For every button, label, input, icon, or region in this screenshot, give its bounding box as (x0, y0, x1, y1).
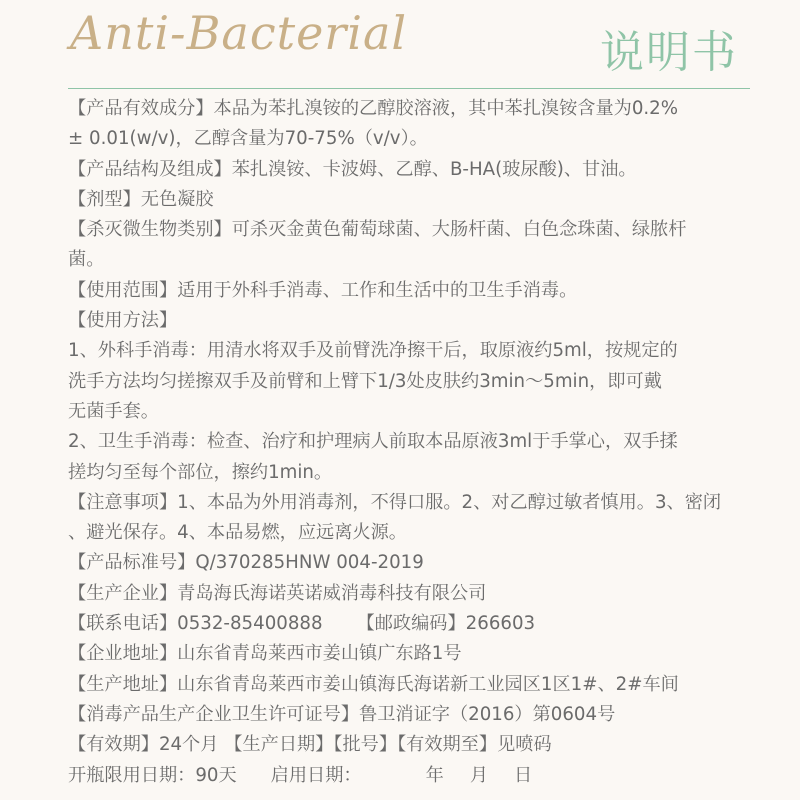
opening-limit-text: 开瓶限用日期：90天 (68, 764, 237, 786)
header-divider (68, 88, 750, 89)
text-line: 【生产地址】山东省青岛莱西市姜山镇海氏海诺新工业园区1区1#、2#车间 (68, 673, 679, 695)
expiry-line (68, 730, 748, 760)
start-date-label: 启用日期： (270, 764, 362, 786)
text-line: 【生产企业】青岛海氏海诺英诺威消毒科技有限公司 (68, 582, 487, 604)
validity-text: 【有效期】24个月 (68, 734, 219, 756)
text-line: 【产品结构及组成】苯扎溴铵、卡波姆、乙醇、B-HA(玻尿酸)、甘油。 (68, 158, 637, 180)
day-label: 日 (514, 764, 533, 786)
month-label: 月 (469, 764, 489, 786)
text-line: 1、外科手消毒：用清水将双手及前臂洗净擦干后，取原液约5ml，按规定的 (68, 340, 678, 362)
postcode-text: 【邮政编码】266603 (356, 613, 536, 635)
batch-label: 【批号】 (333, 734, 398, 756)
text-line: 【消毒产品生产企业卫生许可证号】鲁卫消证字（2016）第0604号 (68, 703, 616, 725)
production-date-label: 【生产日期】 (224, 734, 334, 756)
text-line: 【产品标准号】Q/370285HNW 004-2019 (68, 552, 424, 574)
text-line: 【企业地址】山东省青岛莱西市姜山镇广东路1号 (68, 643, 462, 665)
text-line: 洗手方法均匀搓擦双手及前臂和上臂下1/3处皮肤约3min～5min，即可戴 (68, 370, 662, 392)
instructions-body (68, 94, 748, 791)
text-line: 、避光保存。4、本品易燃，应远离火源。 (68, 522, 407, 544)
text-line: 【使用范围】适用于外科手消毒、工作和生活中的卫生手消毒。 (68, 279, 578, 301)
text-line: 【杀灭微生物类别】可杀灭金黄色葡萄球菌、大肠杆菌、白色念珠菌、绿脓杆 (68, 219, 687, 241)
text-line: 搓均匀至每个部位，擦约1min。 (68, 461, 333, 483)
text-line: ± 0.01(w/v)，乙醇含量为70-75%（v/v）。 (68, 128, 428, 150)
text-line: 菌。 (68, 249, 105, 271)
opening-date-line (68, 761, 748, 791)
page-title: 说明书 (600, 27, 738, 78)
brand-logo-text: Anti-Bacterial (70, 6, 408, 60)
text-line: 2、卫生手消毒：检查、治疗和护理病人前取本品原液3ml于手掌心，双手揉 (68, 431, 678, 453)
text-line: 无菌手套。 (68, 400, 159, 422)
text-line: 【剂型】无色凝胶 (68, 188, 214, 210)
text-line: 【产品有效成分】本品为苯扎溴铵的乙醇胶溶液，其中苯扎溴铵含量为0.2% (68, 98, 679, 119)
contact-line (68, 609, 748, 639)
header (0, 0, 800, 92)
phone-text: 【联系电话】0532-85400888 (68, 613, 323, 635)
year-label: 年 (425, 764, 444, 786)
text-line: 【注意事项】1、本品为外用消毒剂，不得口服。2、对乙醇过敏者慎用。3、密闭 (68, 491, 722, 513)
valid-until-text: 【有效期至】见喷码 (397, 734, 552, 756)
text-line: 【使用方法】 (68, 310, 178, 332)
